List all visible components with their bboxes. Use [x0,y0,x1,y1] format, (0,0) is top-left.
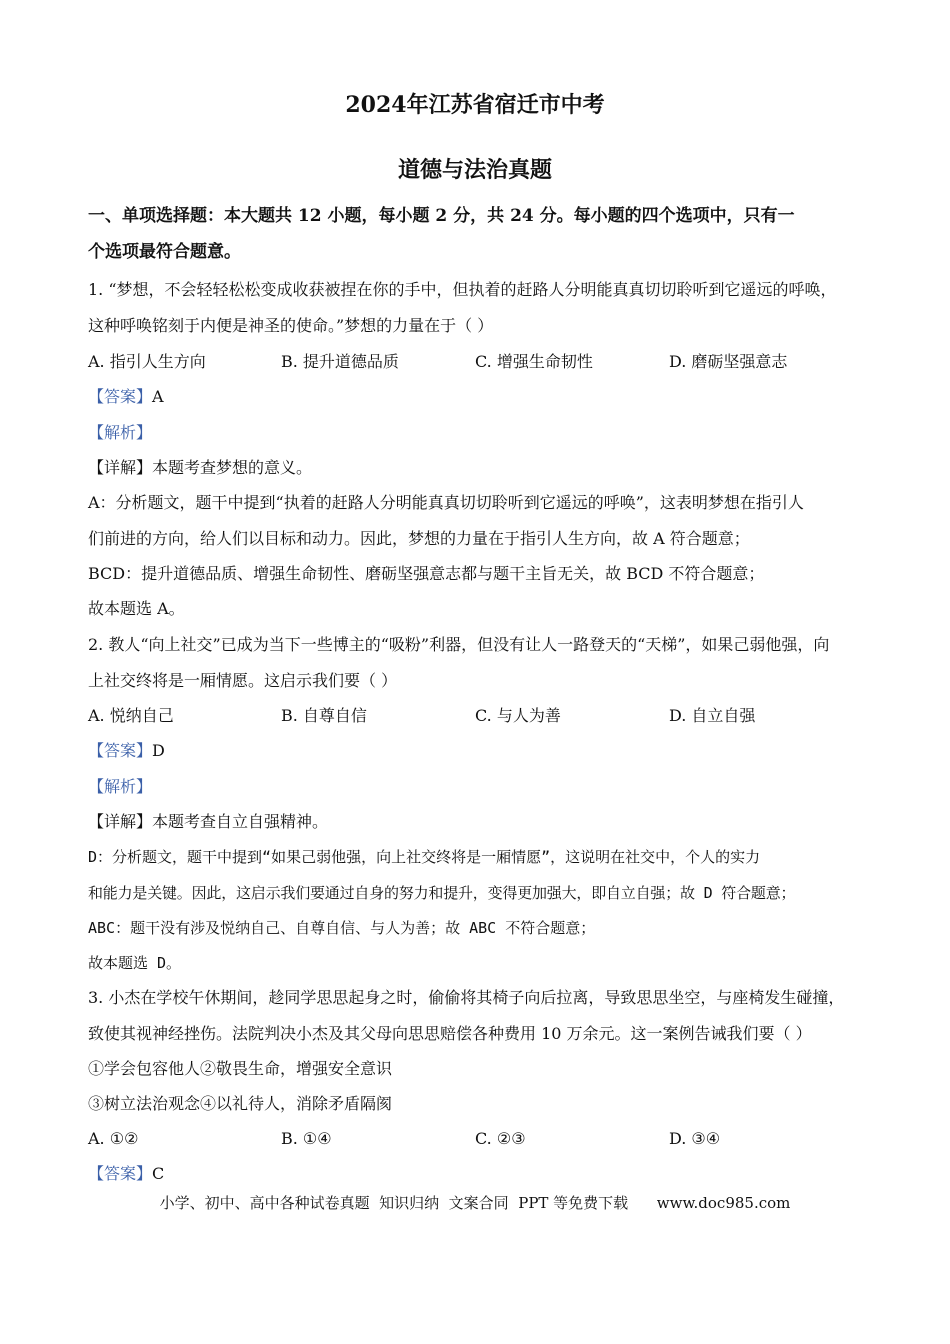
q3-stem-line1: 3. 小杰在学校午休期间，趁同学思思起身之时，偷偷将其椅子向后拉离，导致思思坐空，与座椅发生碰撞， [88,988,845,1007]
q3-items-line1: ①学会包容他人②敬畏生命，增强安全意识 [88,1059,393,1078]
q1-detail: 【详解】本题考查梦想的意义。 [88,458,313,477]
q1-option-d: D. 磨砺坚强意志 [669,352,788,371]
q2-stem-line1: 2. 教人“向上社交”已成为当下一些博主的“吸粉”利器，但没有让人一路登天的“天梯”，如果己弱他强，向 [88,635,830,654]
q1-explanation-line1: A：分析题文，题干中提到“执着的赶路人分明能真真切切聆听到它遥远的呼唤”，这表明梦想在指引人 [88,493,804,512]
q2-analysis-tag: 【解析】 [88,777,153,796]
document-title: 2024年江苏省宿迁市中考 [345,92,605,118]
q3-option-c: C. ②③ [475,1129,526,1148]
q1-option-a: A. 指引人生方向 [88,352,206,371]
q3-option-a: A. ①② [88,1129,139,1148]
q3-items-line2: ③树立法治观念④以礼待人，消除矛盾隔阂 [88,1094,393,1113]
q3-option-d: D. ③④ [669,1129,721,1148]
q2-option-b: B. 自尊自信 [281,706,367,725]
q1-option-c: C. 增强生命韧性 [475,352,593,371]
q1-conclusion: 故本题选 A。 [88,599,185,618]
section-heading-line2: 个选项最符合题意。 [88,242,241,262]
q2-explanation-line1: D：分析题文，题干中提到“如果己弱他强，向上社交终将是一厢情愿”，这说明在社交中，个人的实力 [88,848,761,866]
q1-explanation-line3: BCD：提升道德品质、增强生命韧性、磨砺坚强意志都与题干主旨无关，故 BCD 不符合题意； [88,564,765,583]
q1-answer [88,387,870,407]
answer-tag: 【答案】 [88,741,153,760]
q2-answer [88,741,870,761]
q3-option-b: B. ①④ [281,1129,332,1148]
document-subtitle: 道德与法治真题 [397,157,552,183]
section-heading-line1: 一、单项选择题：本大题共 12 小题，每小题 2 分，共 24 分。每小题的四个选项中，只有一 [88,206,795,226]
q2-option-d: D. 自立自强 [669,706,756,725]
q3-stem-line2: 致使其视神经挫伤。法院判决小杰及其父母向思思赔偿各种费用 10 万余元。这一案例告诫我们要（ ） [88,1024,812,1043]
q2-option-c: C. 与人为善 [475,706,561,725]
q2-explanation-line3: ABC：题干没有涉及悦纳自己、自尊自信、与人为善；故 ABC 不符合题意； [88,919,596,937]
q1-explanation-line2: 们前进的方向，给人们以目标和动力。因此，梦想的力量在于指引人生方向，故 A 符合题意； [88,529,750,548]
q2-stem-line2: 上社交终将是一厢情愿。这启示我们要（ ） [88,671,398,690]
answer-tag: 【答案】 [88,387,153,406]
q1-option-b: B. 提升道德品质 [281,352,399,371]
q2-conclusion: 故本题选 D。 [88,954,182,972]
q1-stem-line1: 1. “梦想，不会轻轻松松变成收获被捏在你的手中，但执着的赶路人分明能真真切切聆听到它遥远的呼唤， [88,280,837,299]
q2-answer-value: D [152,741,165,760]
answer-tag: 【答案】 [88,1164,153,1183]
q1-answer-value: A [152,387,164,406]
q1-stem-line2: 这种呼唤铭刻于内便是神圣的使命。”梦想的力量在于（ ） [88,316,494,335]
q3-answer-value: C [152,1164,165,1183]
q2-detail: 【详解】本题考查自立自强精神。 [88,812,329,831]
q1-analysis-tag: 【解析】 [88,423,153,442]
page-footer: 小学、初中、高中各种试卷真题 知识归纳 文案合同 PPT 等免费下载 www.doc985.com [159,1194,791,1212]
q2-explanation-line2: 和能力是关键。因此，这启示我们要通过自身的努力和提升，变得更加强大，即自立自强；故 D 符合题意； [88,884,796,902]
q2-option-a: A. 悦纳自己 [88,706,174,725]
q3-answer [88,1164,870,1184]
